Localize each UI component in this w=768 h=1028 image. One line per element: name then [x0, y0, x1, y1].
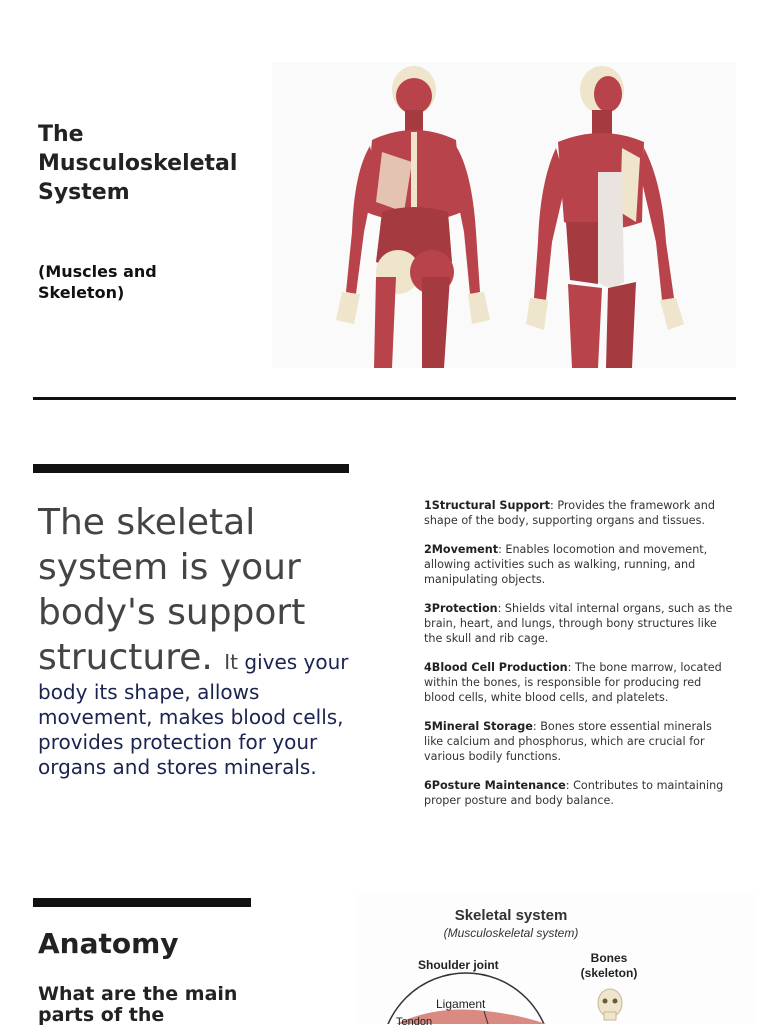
intro-it: It [224, 650, 239, 674]
anatomy-question: What are the main parts of the [38, 983, 238, 1026]
function-item: 5Mineral Storage: Bones store essential minerals like calcium and phosphorus, which are crucial for various bodily functions. [424, 720, 712, 763]
diagram-subtitle: (Musculoskeletal system) [443, 926, 579, 940]
intro-rest: gives your body its shape, allows movement, makes blood cells, provides protection for your organs and stores minerals. [38, 650, 349, 779]
function-list [424, 498, 734, 822]
page-subtitle: (Muscles and Skeleton) [38, 262, 157, 302]
label-ligament: Ligament [436, 997, 486, 1011]
label-tendon: Tendon [396, 1016, 433, 1028]
anatomy-heading: Anatomy [38, 927, 179, 960]
function-item: 1Structural Support: Provides the framework and shape of the body, supporting organs and tissues. [424, 499, 715, 527]
section-bar [33, 464, 349, 473]
muscle-figures-image [272, 62, 736, 368]
intro-lead: The skeletal system is your body's support structure. [38, 502, 306, 678]
diagram-illustration [356, 893, 756, 1024]
page-title: The Musculoskeletal System [38, 122, 238, 205]
diagram-title: Skeletal system [454, 907, 568, 924]
skeletal-intro [38, 500, 358, 780]
function-item: 6Posture Maintenance: Contributes to maintaining proper posture and body balance. [424, 779, 724, 807]
function-item: 2Movement: Enables locomotion and movement, allowing activities such as walking, running, and manipulating objects. [424, 543, 708, 586]
function-item: 4Blood Cell Production: The bone marrow, located within the bones, is responsible for producing red blood cells, white blood cells, and platelets. [424, 661, 722, 704]
label-shoulder-joint: Shoulder joint [418, 958, 499, 972]
section-bar [33, 898, 251, 907]
function-item: 3Protection: Shields vital internal organs, such as the brain, heart, and lungs, through bony structures like the skull and rib cage. [424, 602, 733, 645]
label-bones: Bones (skeleton) [580, 951, 638, 980]
skeletal-system-diagram [356, 893, 756, 1028]
skull-icon [598, 989, 622, 1020]
section-divider [33, 397, 736, 400]
